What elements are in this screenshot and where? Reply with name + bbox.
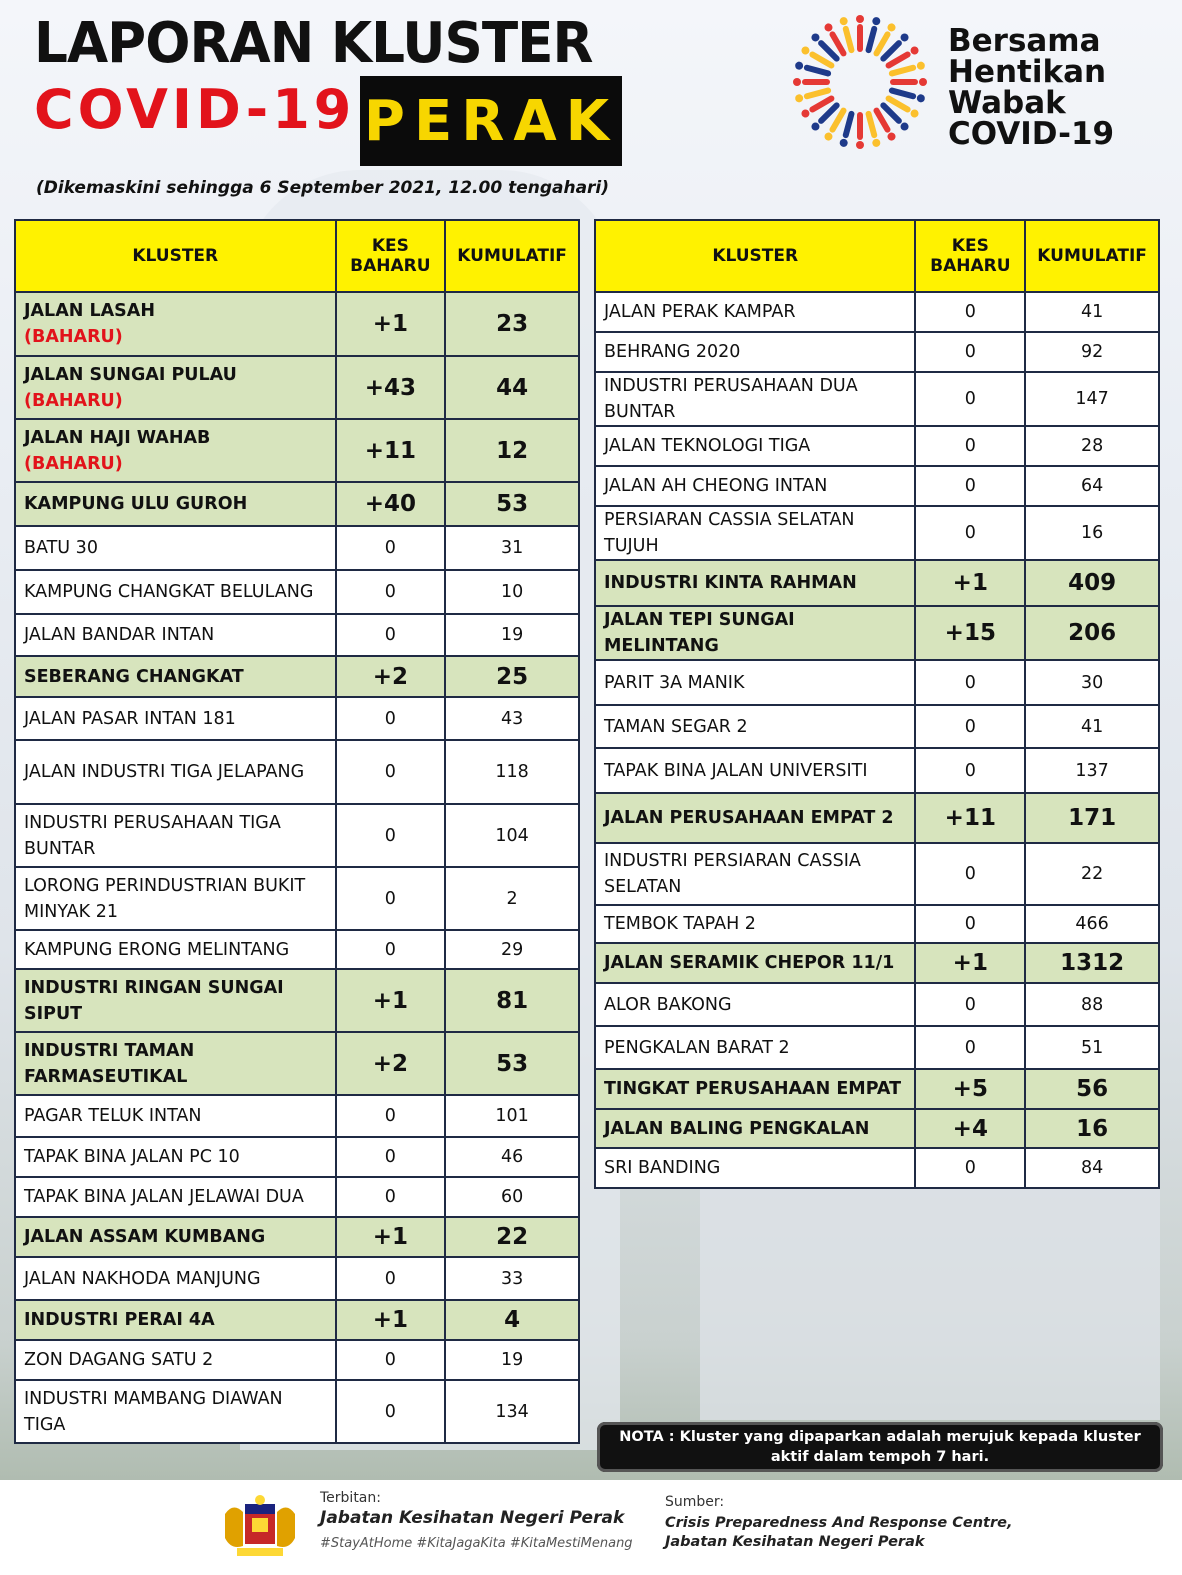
new-cases: 0 [336, 1177, 446, 1217]
cluster-name-text: JALAN HAJI WAHAB [24, 427, 211, 448]
table-row [595, 705, 1159, 748]
cluster-name [15, 804, 336, 867]
new-cases: 0 [915, 843, 1025, 905]
cluster-name-text: TEMBOK TAPAH 2 [604, 914, 756, 934]
cumulative-cases: 28 [1025, 426, 1159, 466]
cumulative-cases: 137 [1025, 748, 1159, 793]
cluster-name [15, 292, 336, 356]
cluster-name [595, 1069, 915, 1109]
cluster-name-text: SRI BANDING [604, 1158, 721, 1178]
state-badge [360, 76, 622, 166]
cluster-name [15, 526, 336, 570]
cumulative-cases: 41 [1025, 705, 1159, 748]
cluster-name [15, 570, 336, 614]
cumulative-cases: 41 [1025, 292, 1159, 332]
cluster-name [595, 905, 915, 943]
table-row [15, 292, 579, 356]
new-cases: 0 [915, 426, 1025, 466]
logo-line: Wabak [948, 85, 1066, 121]
cumulative-cases: 466 [1025, 905, 1159, 943]
new-cases: 0 [336, 930, 446, 969]
new-cases: 0 [336, 1137, 446, 1177]
cumulative-cases: 10 [445, 570, 579, 614]
new-cluster-marker: (BAHARU) [24, 327, 123, 347]
cluster-name [595, 748, 915, 793]
table-row [15, 697, 579, 740]
cluster-name [595, 983, 915, 1026]
cluster-name [15, 1340, 336, 1380]
table-row [15, 1300, 579, 1340]
table-row [15, 356, 579, 419]
new-cases: +1 [336, 969, 446, 1032]
cumulative-cases: 53 [445, 482, 579, 526]
col-header-kluster: KLUSTER [15, 220, 336, 292]
cluster-name [595, 372, 915, 426]
terbitan-label: Terbitan: [320, 1490, 381, 1506]
publisher-name: Jabatan Kesihatan Negeri Perak [320, 1508, 625, 1528]
new-cases: 0 [915, 506, 1025, 560]
cluster-name [15, 1095, 336, 1137]
new-cases: 0 [336, 526, 446, 570]
cluster-name-text: TINGKAT PERUSAHAAN EMPAT [604, 1079, 902, 1099]
new-cases: 0 [915, 1148, 1025, 1188]
table-row [15, 1380, 579, 1443]
cluster-name [595, 660, 915, 705]
new-cluster-marker: (BAHARU) [24, 453, 123, 474]
cluster-name-text: INDUSTRI PERUSAHAAN TIGA BUNTAR [24, 812, 281, 859]
logo-figure [793, 78, 830, 86]
cluster-name [15, 656, 336, 697]
cluster-name [15, 1177, 336, 1217]
cluster-name-text: JALAN BALING PENGKALAN [604, 1118, 870, 1139]
cumulative-cases: 56 [1025, 1069, 1159, 1109]
cluster-name [595, 332, 915, 372]
new-cases: 0 [336, 570, 446, 614]
new-cases: +2 [336, 656, 446, 697]
cluster-name-text: PARIT 3A MANIK [604, 672, 745, 693]
new-cases: 0 [915, 905, 1025, 943]
table-row [15, 740, 579, 804]
source-line: Jabatan Kesihatan Negeri Perak [665, 1534, 925, 1550]
cluster-name-text: INDUSTRI KINTA RAHMAN [604, 573, 857, 593]
cluster-name-text: LORONG PERINDUSTRIAN BUKIT MINYAK 21 [24, 875, 306, 922]
cluster-name [15, 697, 336, 740]
cluster-name [595, 1026, 915, 1069]
table-row [15, 969, 579, 1032]
new-cases: 0 [336, 867, 446, 930]
cumulative-cases: 88 [1025, 983, 1159, 1026]
cluster-name-text: JALAN PERAK KAMPAR [604, 302, 796, 322]
cluster-name-text: KAMPUNG CHANGKAT BELULANG [24, 582, 314, 602]
cumulative-cases: 23 [445, 292, 579, 356]
cluster-name [595, 606, 915, 660]
cumulative-cases: 44 [445, 356, 579, 419]
new-cases: 0 [336, 697, 446, 740]
table-row [595, 793, 1159, 843]
table-row [15, 419, 579, 482]
covid-title: COVID-19 [34, 78, 356, 141]
cumulative-cases: 81 [445, 969, 579, 1032]
table-row [595, 466, 1159, 506]
new-cases: 0 [915, 372, 1025, 426]
cluster-name-text: JALAN SERAMIK CHEPOR 11/1 [604, 953, 895, 973]
table-row [15, 1217, 579, 1257]
cluster-name-text: BEHRANG 2020 [604, 342, 741, 362]
table-row [15, 930, 579, 969]
table-row [15, 1177, 579, 1217]
col-header-kumulatif: KUMULATIF [445, 220, 579, 292]
campaign-logo [790, 12, 1150, 172]
cumulative-cases: 101 [445, 1095, 579, 1137]
new-cases: +4 [915, 1109, 1025, 1148]
table-row [15, 1095, 579, 1137]
cluster-name-text: PAGAR TELUK INTAN [24, 1106, 202, 1126]
new-cases: +15 [915, 606, 1025, 660]
new-cases: 0 [336, 804, 446, 867]
new-cases: +1 [336, 1217, 446, 1257]
table-row [15, 1032, 579, 1095]
hashtags: #StayAtHome #KitaJagaKita #KitaMestiMenang [320, 1536, 633, 1551]
table-row [595, 332, 1159, 372]
new-cases: +11 [336, 419, 446, 482]
cluster-name [15, 740, 336, 804]
new-cases: 0 [915, 748, 1025, 793]
table-row [595, 983, 1159, 1026]
cumulative-cases: 22 [1025, 843, 1159, 905]
cumulative-cases: 31 [445, 526, 579, 570]
cluster-name [595, 1148, 915, 1188]
cluster-name-text: BATU 30 [24, 538, 98, 558]
cumulative-cases: 46 [445, 1137, 579, 1177]
table-row [15, 526, 579, 570]
cumulative-cases: 134 [445, 1380, 579, 1443]
table-row [15, 804, 579, 867]
table-row [595, 426, 1159, 466]
new-cases: 0 [336, 1095, 446, 1137]
new-cases: 0 [336, 1380, 446, 1443]
table-row [595, 372, 1159, 426]
cumulative-cases: 2 [445, 867, 579, 930]
cumulative-cases: 51 [1025, 1026, 1159, 1069]
report-title: LAPORAN KLUSTER [34, 11, 593, 76]
col-header-kes-baharu: KES BAHARU [915, 220, 1025, 292]
cumulative-cases: 409 [1025, 560, 1159, 606]
cluster-name-text: JALAN PASAR INTAN 181 [24, 708, 236, 729]
cumulative-cases: 29 [445, 930, 579, 969]
col-header-kluster: KLUSTER [595, 220, 915, 292]
note-box: NOTA : Kluster yang dipaparkan adalah merujuk kepada kluster aktif dalam tempoh 7 hari. [597, 1422, 1163, 1472]
cluster-name [15, 930, 336, 969]
new-cases: +1 [336, 292, 446, 356]
background-building [700, 1160, 1160, 1420]
table-row [15, 1137, 579, 1177]
cluster-name [15, 1217, 336, 1257]
cumulative-cases: 147 [1025, 372, 1159, 426]
cluster-name [15, 356, 336, 419]
new-cases: 0 [915, 705, 1025, 748]
bersama-hentikan-wabak-logo-icon [790, 12, 930, 152]
cumulative-cases: 43 [445, 697, 579, 740]
cumulative-cases: 1312 [1025, 943, 1159, 983]
table-row [595, 748, 1159, 793]
cluster-name-text: SEBERANG CHANGKAT [24, 666, 244, 687]
cluster-name-text: TAPAK BINA JALAN PC 10 [24, 1147, 240, 1167]
cluster-name-text: PERSIARAN CASSIA SELATAN TUJUH [604, 510, 855, 556]
table-row [595, 506, 1159, 560]
cumulative-cases: 4 [445, 1300, 579, 1340]
cluster-name-text: JALAN AH CHEONG INTAN [604, 476, 828, 496]
table-row [595, 1148, 1159, 1188]
cluster-name [15, 969, 336, 1032]
cumulative-cases: 25 [445, 656, 579, 697]
cluster-name [595, 943, 915, 983]
table-row [15, 614, 579, 656]
sumber-label: Sumber: [665, 1494, 725, 1510]
new-cases: +43 [336, 356, 446, 419]
table-row [15, 570, 579, 614]
cluster-name [15, 1257, 336, 1300]
new-cases: 0 [915, 332, 1025, 372]
cumulative-cases: 30 [1025, 660, 1159, 705]
cluster-name-text: INDUSTRI PERSIARAN CASSIA SELATAN [604, 851, 861, 897]
cluster-name-text: JALAN INDUSTRI TIGA JELAPANG [24, 762, 305, 782]
cluster-name-text: TAPAK BINA JALAN UNIVERSITI [604, 760, 868, 781]
cluster-name-text: INDUSTRI RINGAN SUNGAI SIPUT [24, 977, 284, 1024]
new-cases: 0 [915, 660, 1025, 705]
table-row [595, 843, 1159, 905]
new-cases: 0 [336, 1257, 446, 1300]
cluster-name [595, 506, 915, 560]
cumulative-cases: 16 [1025, 1109, 1159, 1148]
cluster-name-text: JALAN ASSAM KUMBANG [24, 1227, 266, 1247]
cluster-name [595, 793, 915, 843]
cluster-name [15, 419, 336, 482]
cumulative-cases: 12 [445, 419, 579, 482]
cluster-name [15, 1300, 336, 1340]
cumulative-cases: 33 [445, 1257, 579, 1300]
cumulative-cases: 19 [445, 1340, 579, 1380]
source-line: Crisis Preparedness And Response Centre, [665, 1515, 1013, 1531]
cluster-name [15, 1380, 336, 1443]
cluster-name-text: JALAN BANDAR INTAN [24, 625, 215, 645]
cluster-table-left [14, 219, 580, 1444]
logo-text [948, 23, 1115, 152]
logo-figure [856, 112, 864, 149]
table-row [15, 482, 579, 526]
cluster-name [15, 1032, 336, 1095]
new-cases: 0 [336, 740, 446, 804]
malaysia-coat-of-arms-icon [215, 1494, 305, 1560]
cluster-name-text: KAMPUNG ULU GUROH [24, 494, 248, 514]
table-row [595, 292, 1159, 332]
cluster-name-text: PENGKALAN BARAT 2 [604, 1037, 790, 1058]
source-text [665, 1514, 1012, 1552]
new-cases: +1 [915, 943, 1025, 983]
logo-line: COVID-19 [948, 116, 1115, 152]
table-row [15, 656, 579, 697]
footer [0, 1480, 1182, 1575]
cluster-name [595, 292, 915, 332]
logo-line: Hentikan [948, 54, 1107, 90]
cluster-name [595, 1109, 915, 1148]
new-cases: 0 [915, 292, 1025, 332]
cumulative-cases: 118 [445, 740, 579, 804]
table-row [595, 1109, 1159, 1148]
cluster-name-text: JALAN TEKNOLOGI TIGA [604, 436, 811, 456]
cluster-name [595, 705, 915, 748]
cluster-name [595, 426, 915, 466]
cumulative-cases: 64 [1025, 466, 1159, 506]
new-cases: 0 [336, 614, 446, 656]
new-cases: +1 [336, 1300, 446, 1340]
new-cases: +1 [915, 560, 1025, 606]
cluster-name-text: INDUSTRI TAMAN FARMASEUTIKAL [24, 1040, 195, 1087]
logo-line: Bersama [948, 23, 1101, 59]
cumulative-cases: 19 [445, 614, 579, 656]
cumulative-cases: 53 [445, 1032, 579, 1095]
updated-note: (Dikemaskini sehingga 6 September 2021, 12.00 tengahari) [36, 178, 610, 198]
cluster-table-right [594, 219, 1160, 1189]
cluster-name [595, 466, 915, 506]
cluster-name-text: TAMAN SEGAR 2 [604, 716, 748, 737]
cluster-name-text: INDUSTRI PERUSAHAAN DUA BUNTAR [604, 376, 858, 422]
cumulative-cases: 171 [1025, 793, 1159, 843]
new-cases: 0 [915, 983, 1025, 1026]
new-cases: 0 [336, 1340, 446, 1380]
cumulative-cases: 92 [1025, 332, 1159, 372]
cumulative-cases: 22 [445, 1217, 579, 1257]
table-row [15, 867, 579, 930]
cluster-name-text: ALOR BAKONG [604, 994, 732, 1015]
table-row [595, 660, 1159, 705]
cluster-name [15, 867, 336, 930]
table-row [595, 1026, 1159, 1069]
new-cases: +40 [336, 482, 446, 526]
cumulative-cases: 84 [1025, 1148, 1159, 1188]
table-row [15, 1340, 579, 1380]
cumulative-cases: 104 [445, 804, 579, 867]
cluster-name [15, 482, 336, 526]
state-label: PERAK [363, 88, 619, 154]
table-row [595, 560, 1159, 606]
new-cases: 0 [915, 1026, 1025, 1069]
cluster-name-text: KAMPUNG ERONG MELINTANG [24, 939, 290, 960]
cluster-name-text: INDUSTRI MAMBANG DIAWAN TIGA [24, 1388, 283, 1435]
cluster-name [595, 843, 915, 905]
cluster-name-text: JALAN NAKHODA MANJUNG [24, 1268, 261, 1289]
cumulative-cases: 206 [1025, 606, 1159, 660]
new-cases: +5 [915, 1069, 1025, 1109]
cluster-name [15, 614, 336, 656]
cumulative-cases: 60 [445, 1177, 579, 1217]
cluster-name-text: JALAN TEPI SUNGAI MELINTANG [604, 610, 795, 656]
logo-figure [856, 15, 864, 52]
cumulative-cases: 16 [1025, 506, 1159, 560]
table-row [595, 905, 1159, 943]
cluster-name [15, 1137, 336, 1177]
new-cases: +2 [336, 1032, 446, 1095]
cluster-name-text: INDUSTRI PERAI 4A [24, 1310, 215, 1330]
table-row [595, 606, 1159, 660]
table-row [595, 1069, 1159, 1109]
logo-figure [890, 78, 927, 86]
cluster-name-text: ZON DAGANG SATU 2 [24, 1350, 214, 1370]
cluster-name-text: TAPAK BINA JALAN JELAWAI DUA [24, 1187, 304, 1207]
new-cases: +11 [915, 793, 1025, 843]
cluster-name [595, 560, 915, 606]
table-row [595, 943, 1159, 983]
cluster-name-text: JALAN SUNGAI PULAU [24, 364, 237, 385]
col-header-kumulatif: KUMULATIF [1025, 220, 1159, 292]
cluster-name-text: JALAN PERUSAHAAN EMPAT 2 [604, 808, 894, 828]
new-cases: 0 [915, 466, 1025, 506]
table-row [15, 1257, 579, 1300]
col-header-kes-baharu: KES BAHARU [336, 220, 446, 292]
new-cluster-marker: (BAHARU) [24, 390, 123, 411]
cluster-name-text: JALAN LASAH [24, 301, 155, 321]
